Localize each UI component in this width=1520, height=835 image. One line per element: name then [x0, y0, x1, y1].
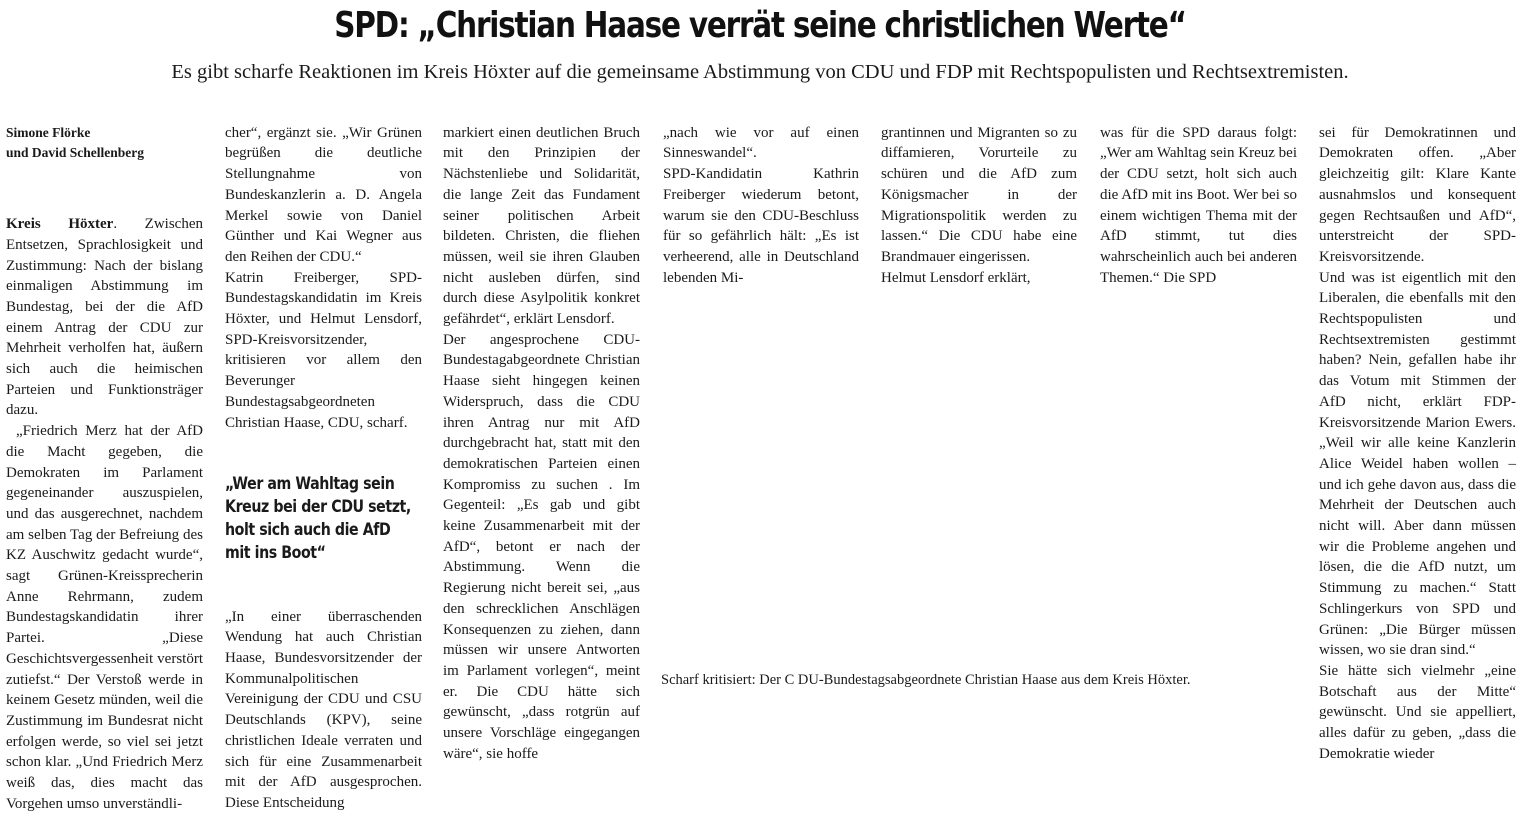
headline: SPD: „Christian Haase verrät seine christlichen Werte“: [334, 5, 1186, 46]
column-4: [663, 102, 859, 309]
body-text: grantinnen und Migranten so zu diffamieren, Vorurteile zu schüren und die AfD zum Königsmacher in der Migrationspolitik werden zu lassen.“ Die CDU habe eine Brandmauer eingerissen. Helmut Lensdorf erklärt,: [881, 124, 1077, 286]
column-5: [881, 102, 1077, 309]
byline: Simone Flörke und David Schellenberg: [6, 124, 145, 160]
column-6: [1100, 102, 1297, 309]
subheadline: Es gibt scharfe Reaktionen im Kreis Höxter auf die gemeinsame Abstimmung von CDU und FDP mit Rechtspopulisten und Rechtsextremisten.: [171, 61, 1349, 83]
body-text: „nach wie vor auf einen Sinneswandel“. SPD-Kandidatin Kathrin Freiberger wiederum betont, warum sie den CDU-Beschluss für so gefährlich hält: „Es ist verheerend, alle in Deutschland lebenden Mi-: [663, 124, 859, 286]
photo-caption: Scharf kritisiert: Der C DU-Bundestagsabgeordnete Christian Haase aus dem Kreis Höxter.: [661, 672, 1191, 688]
body-text: sei für Demokratinnen und Demokraten offen. „Aber gleichzeitig gilt: Klare Kante ausnahmslos und konsequent gegen Rechtsaußen und AfD“, unterstreicht der SPD-Kreisvorsitzende. Und was ist eigentlich mit den Liberalen, die ebenfalls mit den Rechtspopulisten und Rechtsextremisten gestimmt haben? Nein, gefallen habe ihr das Votum mit Stimmen der AfD nicht, erklärt FDP-Kreisvorsitzende Marion Ewers. „Weil wir alle keine Kanzlerin Alice Weidel haben wollen – und ich gehe davon aus, dass die Mehrheit der Deutschen auch nicht will. Aber dann müssen wir die Probleme angehen und lösen, die die AfD nutzt, um Stimmung zu machen.“ Statt Schlingerkurs von SPD und Grünen: „Die Bürger müssen wissen, wo sie dran sind.“ Sie hätte sich vielmehr „eine Botschaft aus der Mitte“ gewünscht. Und sie appelliert, alles dafür zu geben, „dass die Demokratie wieder: [1319, 124, 1516, 762]
lead-paragraph: . Zwischen Entsetzen, Sprachlosigkeit und Zustimmung: Nach der bislang einmaligen Abstimmung im Bundestag, bei der die AfD einem Antrag der CDU zur Mehrheit verholfen hat, äußern sich auch die heimischen Parteien und Funktionsträger dazu.: [6, 216, 203, 419]
dateline: Kreis Höxter: [6, 216, 114, 233]
body-text: „In einer überraschenden Wendung hat auch Christian Haase, Bundesvorsitzender der Kommunalpolitischen Vereinigung der CDU und CSU Deutschlands (KPV), seine christlichen Ideale verraten und sich für eine Zusammenarbeit mit der AfD ausgesprochen. Diese Entscheidung: [225, 608, 422, 811]
column-3: [443, 102, 640, 785]
body-text: was für die SPD daraus folgt: „Wer am Wahltag sein Kreuz bei der CDU setzt, holt sich auch die AfD mit ins Boot. Wer bei so einem wichtigen Thema mit der AfD stimmt, tut dies wahrscheinlich auch bei anderen Themen.“ Die SPD: [1100, 124, 1297, 286]
column-7: [1319, 102, 1516, 785]
body-text: markiert einen deutlichen Bruch mit den Prinzipien der Nächstenliebe und Solidarität, die lange Zeit das Fundament seiner politischen Arbeit bildeten. Christen, die fliehen müssen, weil sie ihren Glauben nicht ausleben dürfen, sind durch diese Asylpolitik konkret gefährdet“, erklärt Lensdorf. Der angesprochene CDU-Bundestagabgeordnete Christian Haase sieht hingegen keinen Widerspruch, dass die CDU ihren Antrag nur mit AfD durchgebracht hat, statt mit den demokratischen Parteien einen Kompromiss zu suchen . Im Gegenteil: „Es gab und gibt keine Zusammenarbeit mit der AfD“, betont er nach der Abstimmung. Wenn die Regierung nicht bereit sei, „aus den schrecklichen Anschlägen Konsequenzen zu ziehen, dann müssen wir unsere Antworten im Parlament vorlegen“, meint er. Die CDU hätte sich gewünscht, „dass rotgrün auf unsere Vorschläge eingegangen wäre“, sie hoffe: [443, 124, 640, 762]
pull-quote: „Wer am Wahltag sein Kreuz bei der CDU setzt, holt sich auch die AfD mit ins Boot“: [225, 473, 411, 562]
column-2: [225, 102, 422, 834]
column-1: [6, 102, 203, 835]
body-text: cher“, ergänzt sie. „Wir Grünen begrüßen die deutliche Stellungnahme von Bundeskanzlerin a. D. Angela Merkel sowie von Daniel Günther und Kai Wegner aus den Reihen der CDU.“ Katrin Freiberger, SPD-Bundestagskandidatin im Kreis Höxter, und Helmut Lensdorf, SPD-Kreisvorsitzender, kritisieren vor allem den Beverunger Bundestagsabgeordneten Christian Haase, CDU, scharf.: [225, 124, 422, 431]
body-paragraph: „Friedrich Merz hat der AfD die Macht gegeben, die Demokraten im Parlament gegeneinander auszuspielen, und das ausgerechnet, nachdem am selben Tag der Befreiung des KZ Auschwitz gedacht wurde“, sagt Grünen-Kreissprecherin Anne Rehrmann, zudem Bundestagskandidatin ihrer Partei. „Diese Geschichtsvergessenheit verstört zutiefst.“ Der Verstoß werde in keinem Gesetz münden, weil die Zustimmung im Bundesrat nicht erfolgen werde, so viel sei jetzt schon klar. „Und Friedrich Merz weiß das, dies macht das Vorgehen umso unverständli-: [6, 423, 203, 812]
